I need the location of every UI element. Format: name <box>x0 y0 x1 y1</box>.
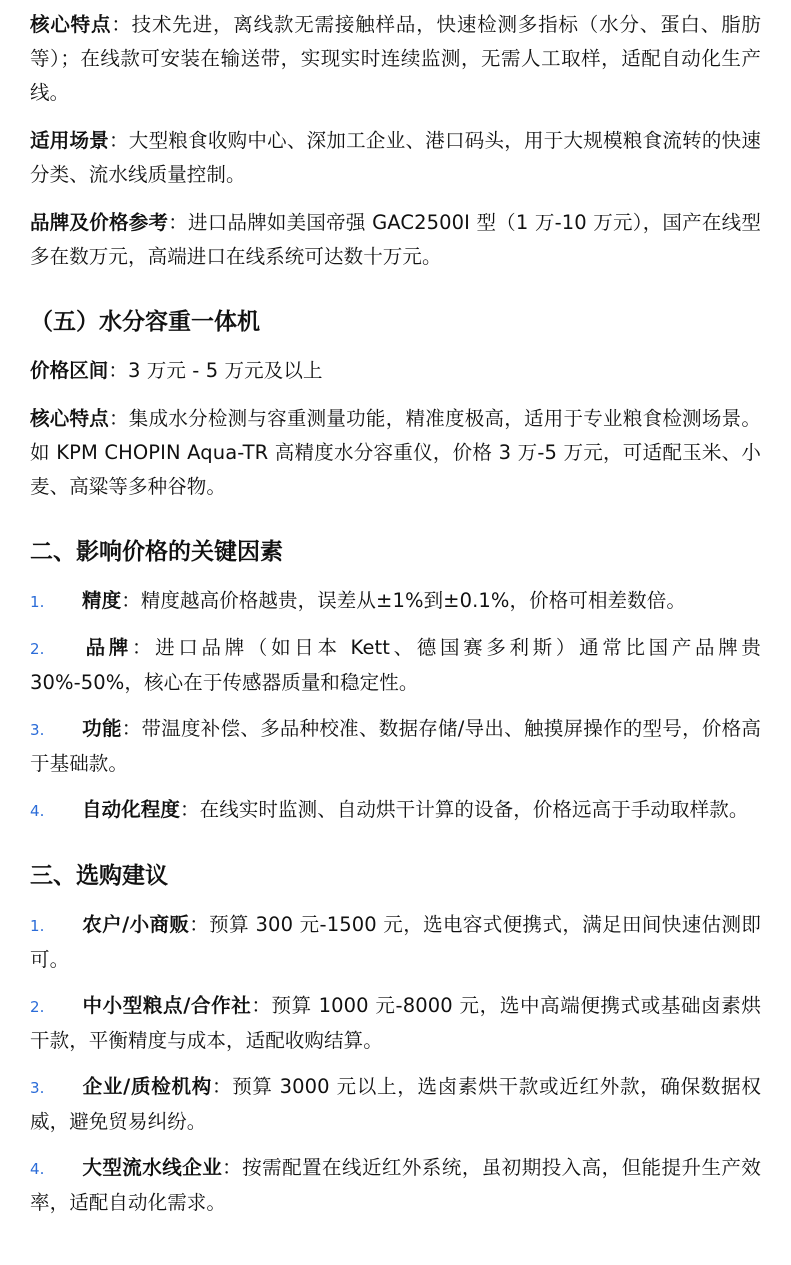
price-range-text: ：3 万元 - 5 万元及以上 <box>108 359 323 382</box>
list-number: 4. <box>30 1160 45 1178</box>
list-item-label: 精度 <box>82 589 122 612</box>
price-factors-list <box>30 584 761 828</box>
list-item-text: ：精度越高价格越贵，误差从±1%到±0.1%，价格可相差数倍。 <box>121 589 686 612</box>
section-heading-purchase-advice: 三、选购建议 <box>30 863 168 889</box>
list-number: 2. <box>30 640 45 658</box>
list-item-text: ：按需配置在线近红外系统，虽初期投入高，但能提升生产效率，适配自动化需求。 <box>30 1156 762 1214</box>
list-item <box>30 989 761 1058</box>
list-item-text: ：预算 300 元-1500 元，选电容式便携式，满足田间快速估测即可。 <box>30 913 761 971</box>
brand-price-label: 品牌及价格参考 <box>30 211 169 234</box>
core-features-label-2: 核心特点 <box>30 407 110 430</box>
list-number: 1. <box>30 917 45 935</box>
list-item-text: ：进口品牌（如日本 Kett、德国赛多利斯）通常比国产品牌贵 30%-50%，核心在于传感器质量和稳定性。 <box>30 636 761 694</box>
list-item-text: ：预算 3000 元以上，选卤素烘干款或近红外款，确保数据权威，避免贸易纠纷。 <box>30 1075 761 1133</box>
core-features-text-2: ：集成水分检测与容重测量功能，精准度极高，适用于专业粮食检测场景。如 KPM CHOPIN Aqua-TR 高精度水分容重仪，价格 3 万-5 万元，可适配玉米、小麦、高粱等多种谷物。 <box>30 407 761 498</box>
applicable-scenarios-text: ：大型粮食收购中心、深加工企业、港口码头，用于大规模粮食流转的快速分类、流水线质量控制。 <box>30 129 761 186</box>
list-item-label: 大型流水线企业 <box>82 1156 223 1179</box>
list-item-label: 功能 <box>82 717 122 740</box>
purchase-advice-list <box>30 908 761 1220</box>
list-item <box>30 1151 761 1220</box>
section-heading-price-factors: 二、影响价格的关键因素 <box>30 539 283 565</box>
list-number: 2. <box>30 998 45 1016</box>
list-number: 1. <box>30 593 45 611</box>
list-number: 4. <box>30 802 45 820</box>
list-item <box>30 1070 761 1139</box>
core-features-paragraph <box>30 8 761 110</box>
core-features-label: 核心特点 <box>30 13 112 36</box>
price-range-label: 价格区间 <box>30 359 109 382</box>
list-item <box>30 584 761 619</box>
list-item-label: 农户/小商贩 <box>82 913 190 936</box>
list-item <box>30 631 761 700</box>
core-features-text: ：技术先进，离线款无需接触样品，快速检测多指标（水分、蛋白、脂肪等）；在线款可安装在输送带，实现实时连续监测，无需人工取样，适配自动化生产线。 <box>30 13 762 104</box>
core-features-paragraph-2 <box>30 402 761 504</box>
brand-price-text: ：进口品牌如美国帝强 GAC2500I 型（1 万-10 万元），国产在线型多在数万元，高端进口在线系统可达数十万元。 <box>30 211 762 268</box>
list-item <box>30 712 761 781</box>
applicable-scenarios-label: 适用场景 <box>30 129 110 152</box>
price-range-paragraph <box>30 354 761 388</box>
list-item-text: ：预算 1000 元-8000 元，选中高端便携式或基础卤素烘干款，平衡精度与成本，适配收购结算。 <box>30 994 761 1052</box>
list-item-label: 中小型粮点/合作社 <box>82 994 252 1017</box>
brand-price-paragraph <box>30 206 761 274</box>
list-number: 3. <box>30 721 45 739</box>
list-item-label: 企业/质检机构 <box>82 1075 212 1098</box>
applicable-scenarios-paragraph <box>30 124 761 192</box>
list-item-label: 自动化程度 <box>82 798 181 821</box>
list-item <box>30 793 761 828</box>
list-number: 3. <box>30 1079 45 1097</box>
section-heading-moisture-bulk-density: （五）水分容重一体机 <box>30 309 260 335</box>
list-item-text: ：在线实时监测、自动烘干计算的设备，价格远高于手动取样款。 <box>180 798 749 821</box>
list-item <box>30 908 761 977</box>
list-item-text: ：带温度补偿、多品种校准、数据存储/导出、触摸屏操作的型号，价格高于基础款。 <box>30 717 762 775</box>
list-item-label: 品牌 <box>82 636 132 659</box>
